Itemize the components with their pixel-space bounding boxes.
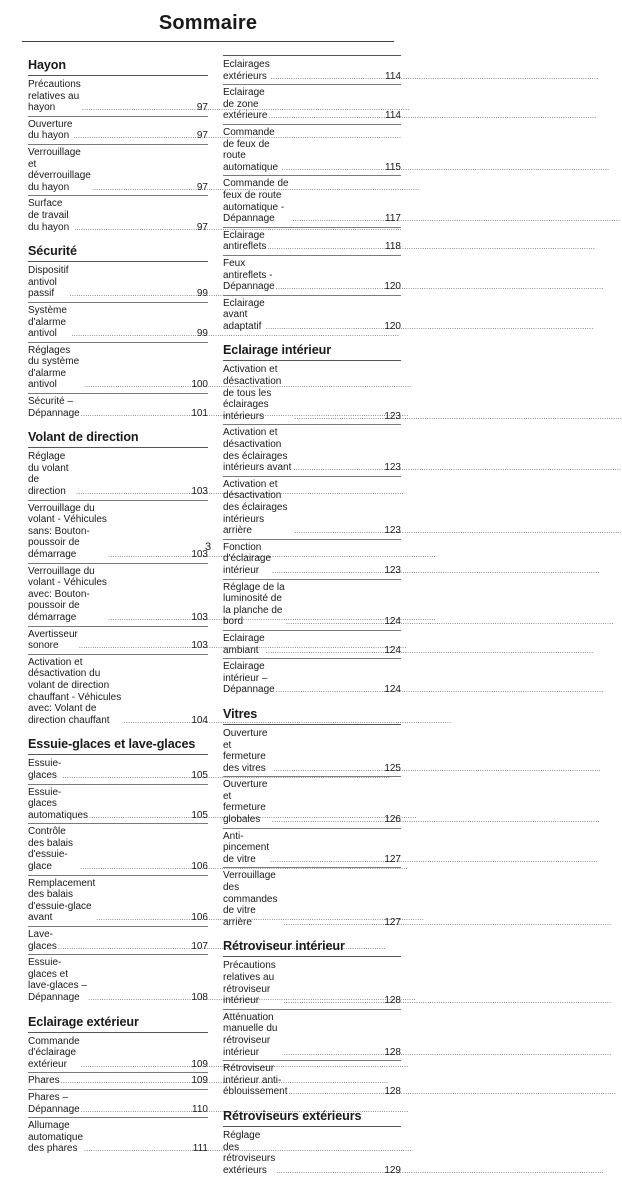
toc-entry[interactable] bbox=[28, 451, 208, 497]
entry-divider bbox=[28, 954, 208, 955]
dot-leader bbox=[80, 861, 190, 873]
toc-entry-title: Verrouillage et déverrouillage du hayon bbox=[28, 146, 94, 193]
toc-entry-title: Atténuation manuelle du rétroviseur intérieur bbox=[223, 1011, 281, 1058]
dot-leader bbox=[292, 213, 384, 225]
entry-divider bbox=[223, 539, 401, 540]
toc-entry[interactable] bbox=[223, 582, 401, 628]
toc-entry-page-number: 123 bbox=[384, 564, 401, 576]
dot-leader bbox=[74, 222, 196, 234]
toc-entry-page-number: 126 bbox=[384, 814, 401, 826]
toc-entry-title: Activation et désactivation des éclairages intérieurs arrière bbox=[223, 478, 291, 537]
section-divider bbox=[223, 1126, 401, 1127]
toc-entry-title: Lave-glaces bbox=[28, 929, 57, 952]
toc-entry-page-number: 100 bbox=[191, 379, 208, 391]
section-divider bbox=[223, 956, 401, 957]
toc-entry[interactable] bbox=[223, 298, 401, 333]
toc-entry-page-number: 115 bbox=[385, 161, 401, 173]
section-divider bbox=[223, 360, 401, 361]
toc-entry-title: Précautions relatives au hayon bbox=[28, 79, 84, 114]
toc-entry-title: Phares – Dépannage bbox=[28, 1091, 80, 1115]
toc-entry-title: Verrouillage des commandes de vitre arrière bbox=[223, 870, 281, 928]
toc-entry-title: Précautions relatives au rétroviseur intérieur bbox=[223, 960, 279, 1007]
toc-entry[interactable] bbox=[223, 230, 401, 253]
toc-entry[interactable] bbox=[28, 147, 208, 193]
toc-entry-page-number: 123 bbox=[384, 410, 401, 422]
toc-entry-title: Ouverture et fermeture globales bbox=[223, 779, 271, 826]
toc-entry-page-number: 97 bbox=[196, 181, 208, 193]
toc-entry[interactable] bbox=[223, 479, 401, 537]
dot-leader bbox=[294, 525, 383, 537]
toc-entry-title: Eclairage intérieur – Dépannage bbox=[223, 661, 275, 696]
toc-entry-title: Eclairages extérieurs bbox=[223, 59, 273, 82]
toc-entry[interactable] bbox=[28, 929, 208, 952]
dot-leader bbox=[284, 1047, 384, 1059]
toc-entry-page-number: 118 bbox=[385, 241, 401, 253]
toc-section-continued bbox=[223, 55, 401, 332]
entry-divider bbox=[223, 84, 401, 85]
toc-entry-title: Allumage automatique des phares bbox=[28, 1120, 86, 1155]
toc-entry[interactable] bbox=[28, 396, 208, 419]
toc-entry[interactable] bbox=[223, 427, 401, 473]
toc-entry-page-number: 109 bbox=[191, 1058, 208, 1070]
toc-entry-title: Dispositif antivol passif bbox=[28, 265, 72, 300]
entry-divider bbox=[28, 342, 208, 343]
dot-leader bbox=[286, 616, 383, 628]
dot-leader bbox=[276, 1165, 383, 1177]
toc-section-essuie-glaces-et-lave-glaces bbox=[28, 736, 208, 1003]
entry-divider bbox=[223, 227, 401, 228]
dot-leader bbox=[288, 1086, 383, 1098]
toc-entry-title: Essuie-glaces automatiques bbox=[28, 786, 89, 821]
toc-section-hayon bbox=[28, 57, 208, 233]
toc-section-volant-de-direction bbox=[28, 429, 208, 726]
section-heading: Essuie-glaces et lave-glaces bbox=[28, 737, 196, 752]
dot-leader bbox=[266, 645, 384, 657]
toc-entry-page-number: 117 bbox=[385, 213, 401, 225]
section-divider bbox=[28, 1032, 208, 1033]
entry-divider bbox=[223, 124, 401, 125]
toc-entry-page-number: 106 bbox=[191, 861, 208, 873]
toc-entry-page-number: 105 bbox=[191, 769, 208, 781]
section-heading: Eclairage extérieur bbox=[28, 1014, 139, 1029]
toc-entry-page-number: 114 bbox=[385, 110, 401, 122]
toc-entry[interactable] bbox=[28, 119, 208, 142]
toc-entry-title: Phares bbox=[28, 1075, 60, 1087]
toc-entry[interactable] bbox=[223, 59, 401, 82]
toc-entry-title: Commande d'éclairage extérieur bbox=[28, 1035, 83, 1070]
dot-leader bbox=[294, 411, 383, 423]
toc-section-retroviseur-interieur bbox=[223, 938, 401, 1098]
toc-entry[interactable] bbox=[28, 345, 208, 391]
entry-divider bbox=[223, 175, 401, 176]
toc-entry[interactable] bbox=[223, 258, 401, 293]
dot-leader bbox=[76, 486, 190, 498]
dot-leader bbox=[96, 912, 190, 924]
section-heading: Hayon bbox=[28, 58, 66, 72]
dot-leader bbox=[71, 328, 196, 340]
entry-divider bbox=[223, 828, 401, 829]
entry-divider bbox=[28, 302, 208, 303]
toc-entry-page-number: 128 bbox=[384, 1086, 401, 1098]
entry-divider bbox=[223, 1009, 401, 1010]
toc-entry-page-number: 109 bbox=[191, 1075, 208, 1087]
dot-leader bbox=[269, 110, 384, 122]
toc-entry-page-number: 124 bbox=[384, 644, 401, 656]
toc-section-vitres bbox=[223, 706, 401, 929]
toc-entry-page-number: 120 bbox=[384, 320, 401, 332]
toc-entry-title: Rétroviseur intérieur anti-éblouissement bbox=[223, 1063, 288, 1098]
dot-leader bbox=[284, 995, 384, 1007]
dot-leader bbox=[81, 1104, 191, 1116]
entry-divider bbox=[28, 393, 208, 394]
dot-leader bbox=[272, 565, 383, 577]
toc-entry[interactable] bbox=[223, 127, 401, 173]
toc-entry-title: Eclairage avant adaptatif bbox=[223, 297, 268, 332]
toc-entry-page-number: 97 bbox=[196, 102, 208, 114]
toc-entry-title: Contrôle des balais d'essuie-glace bbox=[28, 826, 76, 873]
title-divider bbox=[22, 41, 394, 42]
dot-leader bbox=[61, 1075, 191, 1087]
toc-entry[interactable] bbox=[223, 633, 401, 656]
toc-entry-page-number: 106 bbox=[191, 912, 208, 924]
dot-leader bbox=[294, 462, 384, 474]
toc-entry[interactable] bbox=[28, 1120, 208, 1155]
dot-leader bbox=[282, 162, 384, 174]
toc-entry[interactable] bbox=[223, 870, 401, 928]
section-heading: Rétroviseur intérieur bbox=[223, 939, 345, 954]
toc-entry-title: Activation et désactivation de tous les éclairages intérieurs bbox=[223, 364, 285, 422]
section-heading: Sécurité bbox=[28, 244, 77, 259]
section-divider bbox=[223, 724, 401, 725]
toc-entry-title: Réglage des rétroviseurs extérieurs bbox=[223, 1129, 279, 1176]
toc-entry-page-number: 104 bbox=[191, 714, 208, 726]
entry-divider bbox=[223, 295, 401, 296]
section-divider bbox=[28, 447, 208, 448]
entry-divider bbox=[223, 867, 401, 868]
toc-entry-page-number: 127 bbox=[384, 916, 401, 928]
toc-entry[interactable] bbox=[28, 957, 208, 1003]
toc-entry[interactable] bbox=[223, 661, 401, 696]
dot-leader bbox=[92, 182, 196, 194]
toc-entry-page-number: 123 bbox=[384, 462, 401, 474]
entry-divider bbox=[223, 424, 401, 425]
dot-leader bbox=[271, 71, 384, 83]
entry-divider bbox=[223, 630, 401, 631]
toc-entry-title: Eclairage antireflets bbox=[223, 229, 268, 253]
toc-entry-page-number: 129 bbox=[384, 1164, 401, 1176]
toc-entry[interactable] bbox=[28, 305, 208, 340]
toc-entry-title: Ouverture du hayon bbox=[28, 118, 76, 142]
section-heading: Rétroviseurs extérieurs bbox=[223, 1108, 362, 1123]
toc-left-column bbox=[28, 48, 208, 1155]
entry-divider bbox=[223, 476, 401, 477]
dot-leader bbox=[82, 102, 196, 114]
toc-entry[interactable] bbox=[223, 1063, 401, 1098]
dot-leader bbox=[276, 684, 384, 696]
toc-entry-title: Activation et désactivation du volant de direction chauffant - Véhicules avec: Volant de direction chauffant bbox=[28, 656, 124, 726]
toc-entry-title: Anti-pincement de vitre bbox=[223, 830, 272, 865]
toc-entry[interactable] bbox=[28, 1092, 208, 1115]
toc-entry-page-number: 101 bbox=[191, 407, 208, 419]
dot-leader bbox=[267, 241, 384, 253]
toc-entry-page-number: 97 bbox=[196, 130, 208, 142]
toc-entry[interactable] bbox=[223, 831, 401, 866]
entry-divider bbox=[28, 563, 208, 564]
toc-entry-title: Eclairage ambiant bbox=[223, 632, 268, 656]
toc-entry[interactable] bbox=[28, 198, 208, 233]
entry-divider bbox=[28, 1117, 208, 1118]
dot-leader bbox=[73, 130, 195, 142]
page-title: Sommaire bbox=[158, 12, 258, 34]
page-number: 3 bbox=[204, 541, 212, 553]
toc-entry-title: Réglage de la luminosité de la planche de bord bbox=[223, 581, 288, 628]
entry-divider bbox=[28, 784, 208, 785]
toc-section-retroviseurs-exterieurs bbox=[223, 1108, 401, 1176]
entry-divider bbox=[223, 1060, 401, 1061]
toc-entry[interactable] bbox=[223, 728, 401, 774]
dot-leader bbox=[81, 408, 191, 420]
toc-entry[interactable] bbox=[28, 79, 208, 114]
dot-leader bbox=[79, 640, 190, 652]
section-heading: Volant de direction bbox=[28, 430, 139, 445]
dot-leader bbox=[84, 379, 191, 391]
toc-entry-title: Commande de feux de route automatique - Dépannage bbox=[223, 178, 292, 225]
toc-entry[interactable] bbox=[223, 1130, 401, 1176]
toc-entry-title: Sécurité – Dépannage bbox=[28, 396, 80, 419]
entry-divider bbox=[28, 144, 208, 145]
toc-entry-title: Commande de feux de route automatique bbox=[223, 126, 279, 173]
toc-entry-title: Réglage du volant de direction bbox=[28, 451, 72, 498]
toc-entry-title: Surface de travail du hayon bbox=[28, 198, 72, 233]
toc-entry[interactable] bbox=[223, 364, 401, 422]
entry-divider bbox=[28, 875, 208, 876]
toc-entry[interactable] bbox=[223, 87, 401, 122]
toc-section-securite bbox=[28, 243, 208, 419]
toc-entry[interactable] bbox=[28, 826, 208, 872]
toc-entry-page-number: 111 bbox=[192, 1143, 208, 1155]
toc-section-eclairage-exterieur bbox=[28, 1014, 208, 1155]
toc-entry-page-number: 124 bbox=[384, 684, 401, 696]
entry-divider bbox=[223, 658, 401, 659]
dot-leader bbox=[284, 917, 384, 929]
toc-entry-page-number: 99 bbox=[196, 288, 208, 300]
dot-leader bbox=[273, 763, 383, 775]
toc-entry-title: Réglages du système d'alarme antivol bbox=[28, 344, 82, 391]
toc-entry[interactable] bbox=[223, 1012, 401, 1058]
toc-entry[interactable] bbox=[28, 657, 208, 727]
toc-entry-page-number: 127 bbox=[384, 853, 401, 865]
section-divider bbox=[28, 261, 208, 262]
toc-entry-title: Fonction d'éclairage intérieur bbox=[223, 541, 274, 576]
entry-divider bbox=[223, 579, 401, 580]
toc-entry-page-number: 128 bbox=[384, 1046, 401, 1058]
entry-divider bbox=[28, 1072, 208, 1073]
toc-entry-title: Système d'alarme antivol bbox=[28, 304, 70, 340]
toc-entry-title: Activation et désactivation des éclairages intérieurs avant bbox=[223, 427, 292, 474]
toc-entry-page-number: 110 bbox=[192, 1103, 208, 1115]
toc-entry-page-number: 99 bbox=[196, 328, 208, 340]
dot-leader bbox=[89, 810, 190, 822]
section-divider bbox=[223, 55, 401, 56]
toc-entry-page-number: 120 bbox=[384, 281, 401, 293]
toc-entry-title: Feux antireflets - Dépannage bbox=[223, 257, 276, 293]
toc-entry-page-number: 108 bbox=[191, 992, 208, 1003]
entry-divider bbox=[28, 654, 208, 655]
toc-right-column bbox=[223, 48, 401, 1176]
toc-entry[interactable] bbox=[223, 960, 401, 1006]
entry-divider bbox=[223, 255, 401, 256]
entry-divider bbox=[28, 116, 208, 117]
dot-leader bbox=[81, 1059, 191, 1071]
section-divider bbox=[28, 754, 208, 755]
toc-entry-title: Verrouillage du volant - Véhicules sans: Bouton-poussoir de démarrage bbox=[28, 502, 110, 560]
toc-entry-title: Ouverture et fermeture des vitres bbox=[223, 727, 271, 774]
toc-entry-page-number: 103 bbox=[191, 611, 208, 623]
entry-divider bbox=[223, 776, 401, 777]
entry-divider bbox=[28, 500, 208, 501]
toc-entry[interactable] bbox=[28, 787, 208, 822]
toc-entry[interactable] bbox=[223, 178, 401, 224]
dot-leader bbox=[84, 1143, 192, 1155]
toc-entry[interactable] bbox=[223, 779, 401, 825]
toc-entry[interactable] bbox=[28, 265, 208, 300]
toc-entry-page-number: 103 bbox=[191, 549, 208, 560]
dot-leader bbox=[88, 992, 190, 1004]
toc-entry-page-number: 107 bbox=[191, 940, 208, 952]
toc-entry[interactable] bbox=[28, 629, 208, 652]
toc-entry-page-number: 124 bbox=[384, 616, 401, 628]
toc-entry-title: Essuie-glaces bbox=[28, 758, 62, 781]
dot-leader bbox=[270, 854, 383, 866]
toc-entry-title: Essuie-glaces et lave-glaces – Dépannage bbox=[28, 957, 90, 1003]
dot-leader bbox=[272, 814, 383, 826]
dot-leader bbox=[276, 281, 384, 293]
toc-entry-title: Eclairage de zone extérieure bbox=[223, 87, 268, 122]
toc-entry-page-number: 114 bbox=[385, 70, 401, 82]
entry-divider bbox=[28, 926, 208, 927]
toc-entry[interactable] bbox=[28, 878, 208, 924]
toc-section-eclairage-interieur bbox=[223, 342, 401, 695]
dot-leader bbox=[108, 612, 190, 624]
toc-entry-title: Remplacement des balais d'essuie-glace avant bbox=[28, 877, 99, 924]
toc-entry-title: Verrouillage du volant - Véhicules avec: Bouton-poussoir de démarrage bbox=[28, 565, 110, 623]
toc-entry-page-number: 105 bbox=[191, 809, 208, 821]
toc-entry-page-number: 123 bbox=[384, 525, 401, 537]
toc-entry[interactable] bbox=[28, 1036, 208, 1071]
dot-leader bbox=[58, 941, 190, 953]
dot-leader bbox=[124, 715, 191, 727]
toc-entry-title: Avertisseur sonore bbox=[28, 628, 81, 652]
entry-divider bbox=[28, 1089, 208, 1090]
toc-entry[interactable] bbox=[28, 566, 208, 624]
dot-leader bbox=[70, 288, 196, 300]
toc-entry[interactable] bbox=[28, 758, 208, 781]
entry-divider bbox=[28, 823, 208, 824]
section-divider bbox=[28, 75, 208, 76]
toc-entry[interactable] bbox=[28, 1075, 208, 1087]
entry-divider bbox=[28, 626, 208, 627]
section-heading: Vitres bbox=[223, 706, 258, 721]
toc-entry-page-number: 128 bbox=[384, 995, 401, 1007]
toc-entry-page-number: 97 bbox=[196, 221, 208, 233]
entry-divider bbox=[28, 195, 208, 196]
toc-entry-page-number: 125 bbox=[384, 762, 401, 774]
dot-leader bbox=[266, 321, 384, 333]
toc-entry-page-number: 103 bbox=[191, 486, 208, 498]
section-heading: Eclairage intérieur bbox=[223, 343, 331, 358]
dot-leader bbox=[62, 770, 190, 782]
toc-entry-page-number: 103 bbox=[191, 640, 208, 652]
